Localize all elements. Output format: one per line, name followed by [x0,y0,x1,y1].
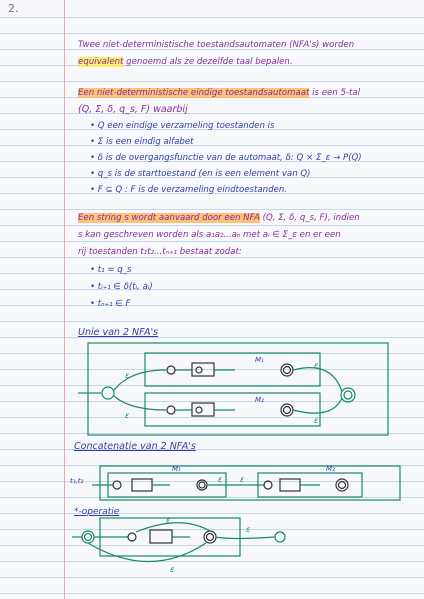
definition-title-rest: is een 5-tal [309,88,361,98]
concat-outer-box [100,466,400,500]
star-eps-label: ε [166,516,171,525]
definition-highlight: Een niet-deterministische eindige toestandsautomaat [78,88,310,98]
intro-line-2-rest: genoemd als ze dezelfde taal bepalen. [123,57,293,67]
union-eps-label: ε [125,411,130,420]
definition-bullet: • Σ is een eindig alfabet [90,137,194,147]
union-eps-label: ε [314,416,319,425]
concat-m1-label: M₁ [172,465,181,473]
margin-line [64,0,65,599]
union-final-state [341,388,355,402]
page-number: 2. [8,2,19,15]
acceptance-bullet: • tᵢ₊₁ ∈ δ(tᵢ, aᵢ) [90,282,153,292]
star-diagram [70,510,300,578]
concat-m2-start-state [264,481,272,489]
intro-line-2 [78,57,293,68]
star-new-start-state [82,531,94,543]
star-final-state [275,532,285,542]
intro-line-1: Twee niet-deterministische toestandsautomaten (NFA's) worden [78,40,355,50]
acceptance-line-1-rest: (Q, Σ, δ, q_s, F), indien [259,213,360,223]
definition-title [78,88,360,99]
star-eps-label: ε [246,525,251,534]
union-heading: Unie van 2 NFA's [78,327,159,338]
union-eps-label: ε [314,361,319,370]
equivalent-highlight: equivalent [78,57,124,67]
concat-final-state [336,479,348,491]
acceptance-line-2: s kan geschreven worden als a₁a₂...aₙ met aᵢ ∈ Σ_ε en er een [78,230,341,240]
definition-tuple: (Q, Σ, δ, q_s, F) waarbij [78,104,188,115]
union-m1-start-state [167,366,175,374]
concat-m2-label: M₂ [326,465,335,473]
union-m1-label: M₁ [255,356,264,364]
union-m2-accept-state [281,404,293,416]
definition-bullet: • Q een eindige verzameling toestanden is [90,121,275,131]
union-m2-label: M₂ [255,396,264,404]
definition-bullet: • δ is de overgangsfunctie van de automaat, δ: Q × Σ_ε → P(Q) [90,153,362,163]
star-heading: *-operatie [74,507,120,517]
union-m2-start-state [167,406,175,414]
acceptance-bullet: • t₁ = q_s [90,265,132,275]
star-inner-start-state [128,533,136,541]
acceptance-line-3: rij toestanden t₁t₂...tₙ₊₁ bestaat zodat: [78,247,242,257]
concat-eps-label: ε [218,475,223,484]
union-m1-accept-state [281,364,293,376]
concat-start-label: t₁,t₂ [70,477,84,485]
concat-heading: Concatenatie van 2 NFA's [74,441,196,452]
concat-diagram [70,458,420,506]
acceptance-highlight: Een string s wordt aanvaard door een NFA [78,213,260,223]
definition-bullet: • q_s is de starttoestand (en is een element van Q) [90,169,311,179]
concat-eps-label: ε [240,475,245,484]
concat-start-state [113,481,121,489]
acceptance-bullet: • tₙ₊₁ ∈ F [90,299,131,309]
union-diagram [70,338,420,440]
acceptance-line-1 [78,213,360,224]
union-eps-label: ε [125,371,130,380]
union-outer-box [88,343,388,435]
union-start-state [102,387,114,399]
definition-bullet: • F ⊆ Q : F is de verzameling eindtoestanden. [90,185,287,195]
star-accept-state [204,531,216,543]
star-eps-label: ε [170,565,175,574]
